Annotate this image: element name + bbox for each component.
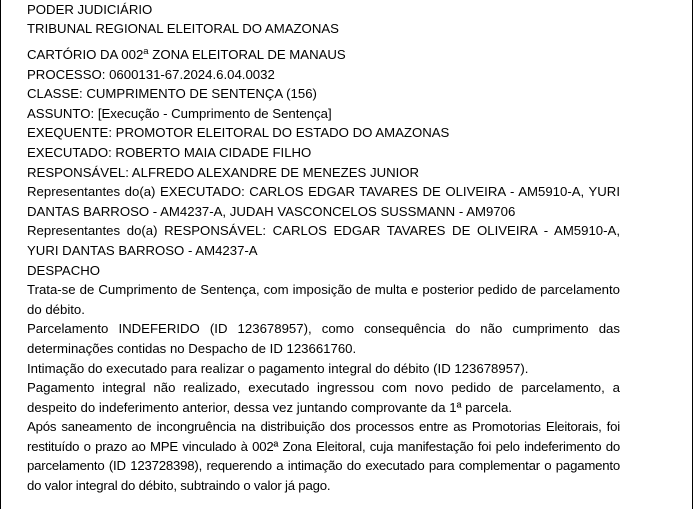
case-representantes-executado: Representantes do(a) EXECUTADO: CARLOS EDGAR TAVARES DE OLIVEIRA - AM5910-A, YURI DANTAS BARROSO - AM4237-A, JUDAH VASCONCELOS SUSSMANN - AM9706: [27, 184, 620, 219]
cartorio-ordinal: a: [143, 46, 149, 57]
case-processo: PROCESSO: 0600131-67.2024.6.04.0032: [27, 66, 275, 82]
cartorio-prefix: CARTÓRIO DA 002: [27, 47, 144, 62]
despacho-paragraph-3: Intimação do executado para realizar o pagamento integral do débito (ID 123678957).: [27, 360, 529, 376]
despacho-paragraph-4: Pagamento integral não realizado, executado ingressou com novo pedido de parcelamento, a despeito do indeferimento anterior, dessa vez juntando comprovante da 1ª parcela.: [27, 380, 620, 415]
document: [27, 0, 620, 496]
case-assunto: ASSUNTO: [Execução - Cumprimento de Sentença]: [27, 105, 332, 121]
despacho-paragraph-2: Parcelamento INDEFERIDO (ID 123678957), como consequência do não cumprimento das determinações contidas no Despacho de ID 123661760.: [27, 321, 620, 356]
page-border-left: [0, 0, 1, 509]
case-classe: CLASSE: CUMPRIMENTO DE SENTENÇA (156): [27, 86, 317, 102]
case-responsavel: RESPONSÁVEL: ALFREDO ALEXANDRE DE MENEZES JUNIOR: [27, 164, 420, 180]
despacho-heading: DESPACHO: [27, 262, 101, 278]
case-exequente: EXEQUENTE: PROMOTOR ELEITORAL DO ESTADO DO AMAZONAS: [27, 125, 450, 141]
header-judiciary: PODER JUDICIÁRIO: [27, 2, 153, 17]
case-representantes-responsavel: Representantes do(a) RESPONSÁVEL: CARLOS EDGAR TAVARES DE OLIVEIRA - AM5910-A, YURI DANTAS BARROSO - AM4237-A: [27, 223, 620, 258]
header-tribunal: TRIBUNAL REGIONAL ELEITORAL DO AMAZONAS: [27, 21, 339, 36]
case-executado: EXECUTADO: ROBERTO MAIA CIDADE FILHO: [27, 144, 312, 160]
header-cartorio: [27, 45, 620, 65]
despacho-paragraph-5: Após saneamento de incongruência na distribuição dos processos entre as Promotorias Eleitorais, foi restituído o prazo ao MPE vinculado à 002ª Zona Eleitoral, cuja manifestação foi pelo indeferimento do parcelamento (ID 123728398), requerendo a intimação do executado para complementar o pagamento do valor integral do débito, subtraindo o valor já pago.: [27, 419, 620, 494]
cartorio-suffix: ZONA ELEITORAL DE MANAUS: [148, 47, 346, 62]
despacho-paragraph-1: Trata-se de Cumprimento de Sentença, com imposição de multa e posterior pedido de parcelamento do débito.: [27, 282, 620, 317]
